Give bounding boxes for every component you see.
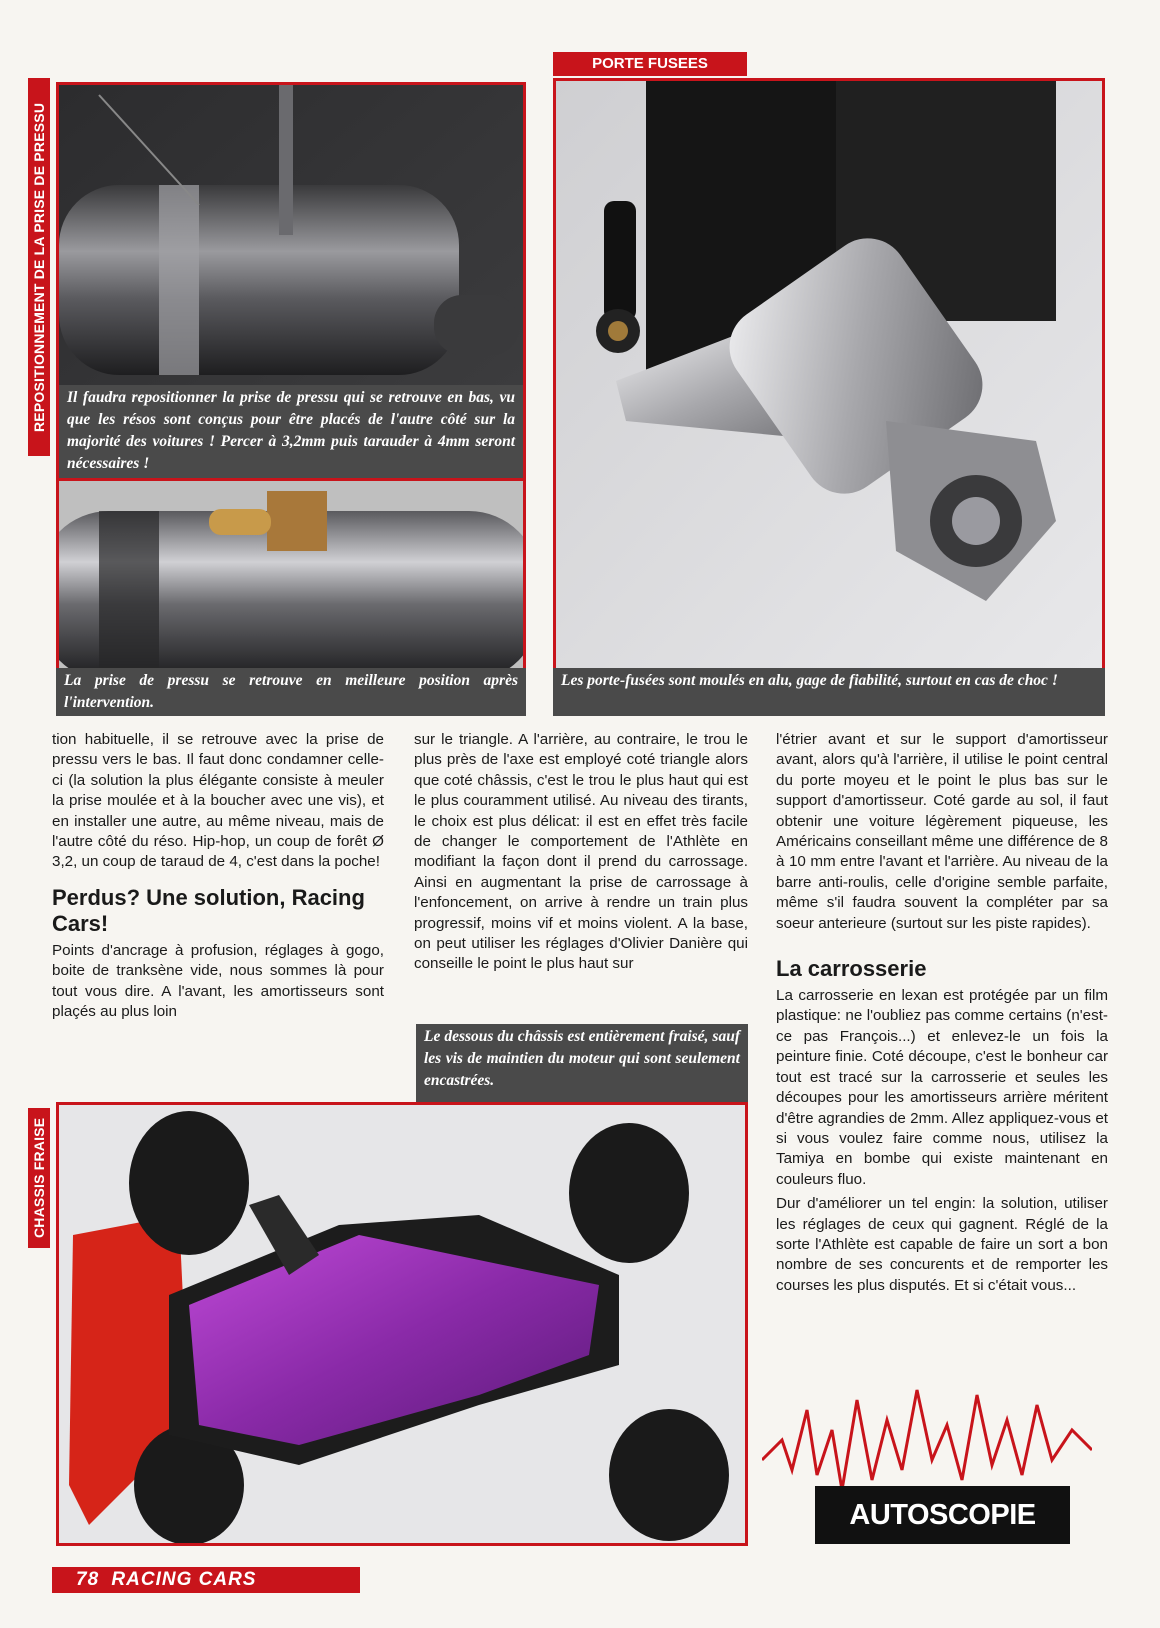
photo-chassis-image [59,1105,745,1543]
photo-pressu-after-image [59,481,523,669]
col2-paragraph-1: sur le triangle. A l'arrière, au contraire, le trou le plus près de l'axe est employé coté triangle alors que coté châssis, c'est le trou le plus haut qui est le plus couramment utilisé. Au niveau des tirants, le choix est plus délicat: il est en effet très facile de changer le comportement de l'Athlète en modifiant la façon dont il prend du carrossage. Ainsi en augmentant la prise de carrossage à l'enfoncement, on arrive à rendre un train plus progressif, moins vif et moins violent. A la base, on peut utiliser les réglages d'Olivier Danière qui conseille le point le plus haut sur [414,731,748,973]
side-label-chassis: CHASSIS FRAISE [28,1108,50,1248]
autoscopie-logo: AUTOSCOPIE [815,1486,1070,1544]
col1-heading: Perdus? Une solution, Racing Cars! [52,884,365,936]
col3-paragraph-3: Dur d'améliorer un tel engin: la solution, utiliser les réglages de ceux qui gagnent. Réglé de la sorte l'Athlète est capable de faire un sort a bon nombre de ses concurents et de remporter les courses les plus disputés. Et si c'était vous... [776,1195,1108,1294]
caption-photo1: Il faudra repositionner la prise de pressu qui se retrouve en bas, vu que les résos sont conçus pour être placés de l'autre côté sur la majorité des voitures ! Percer à 3,2mm puis tarauder à 4mm seront nécessaires ! [59,385,523,482]
photo-porte-fusees [553,78,1105,672]
photo-porte-fusees-image [556,81,1102,669]
page-number: 78 [76,1569,100,1590]
magazine-name: RACING CARS [111,1569,257,1590]
page-footer [52,1567,360,1593]
caption-photo2: La prise de pressu se retrouve en meilleure position après l'intervention. [56,668,526,716]
photo-pressu-after [56,478,526,672]
col1-paragraph-1: tion habituelle, il se retrouve avec la prise de pressu vers le bas. Il faut donc condamner celle-ci (la solution la plus élégante consiste à meuler la prise moulée et à la boucher avec une vis), et en installer une autre, au même niveau, mais de l'autre côté du réso. Hip-hop, un coup de forêt Ø 3,2, un coup de taraud de 4, c'est dans la poche! [52,731,384,871]
col3-paragraph-1: l'étrier avant et sur le support d'amortisseur avant, alors qu'à l'arrière, il utilise le point central du porte moyeu et le point le plus bas sur le support d'amortisseur. Coté garde au sol, il faut obtenir une voiture légèrement piqueuse, les Américains conseillant même une différence de 8 à 10 mm entre l'avant et l'arrière. Au niveau de la barre anti-roulis, celle d'origine semble parfaite, même s'il faudra souvent la compléter par sa soeur anterieure (surtout sur les piste rapides). [776,731,1108,932]
caption-photo3: Les porte-fusées sont moulés en alu, gage de fiabilité, surtout en cas de choc ! [553,668,1105,716]
text-column-3 [776,730,1108,1296]
col1-paragraph-2: Points d'ancrage à profusion, réglages à gogo, boite de tranksène vide, nous sommes là pour tout vous dire. A l'avant, les amortisseurs sont plaçés au plus loin [52,941,384,1021]
caption-photo4: Le dessous du châssis est entièrement fraisé, sauf les vis de maintien du moteur qui sont seulement encastrées. [416,1024,748,1102]
heartbeat-line-icon [762,1380,1092,1500]
photo-chassis [56,1102,748,1546]
col3-paragraph-2: La carrosserie en lexan est protégée par un film plastique: ne l'oubliez pas comme certains (n'est-ce pas François...) et enlevez-le un fois la peinture finie. Coté découpe, c'est le bonheur car tout est tracé sur la carrosserie et seules les découpes pour les amortisseurs arrière méritent d'être agrandies de 2mm. Allez appliquez-vous et si vous voulez faire comme nous, utilisez la Tamiya en bombe qui existe maintenant en couleurs fluo. [776,987,1108,1188]
tab-porte-fusees: PORTE FUSEES [553,52,747,76]
text-column-2 [414,730,748,975]
text-column-1 [52,730,384,1022]
side-label-pressu: REPOSITIONNEMENT DE LA PRISE DE PRESSU [28,78,50,456]
col3-heading: La carrosserie [776,956,927,982]
